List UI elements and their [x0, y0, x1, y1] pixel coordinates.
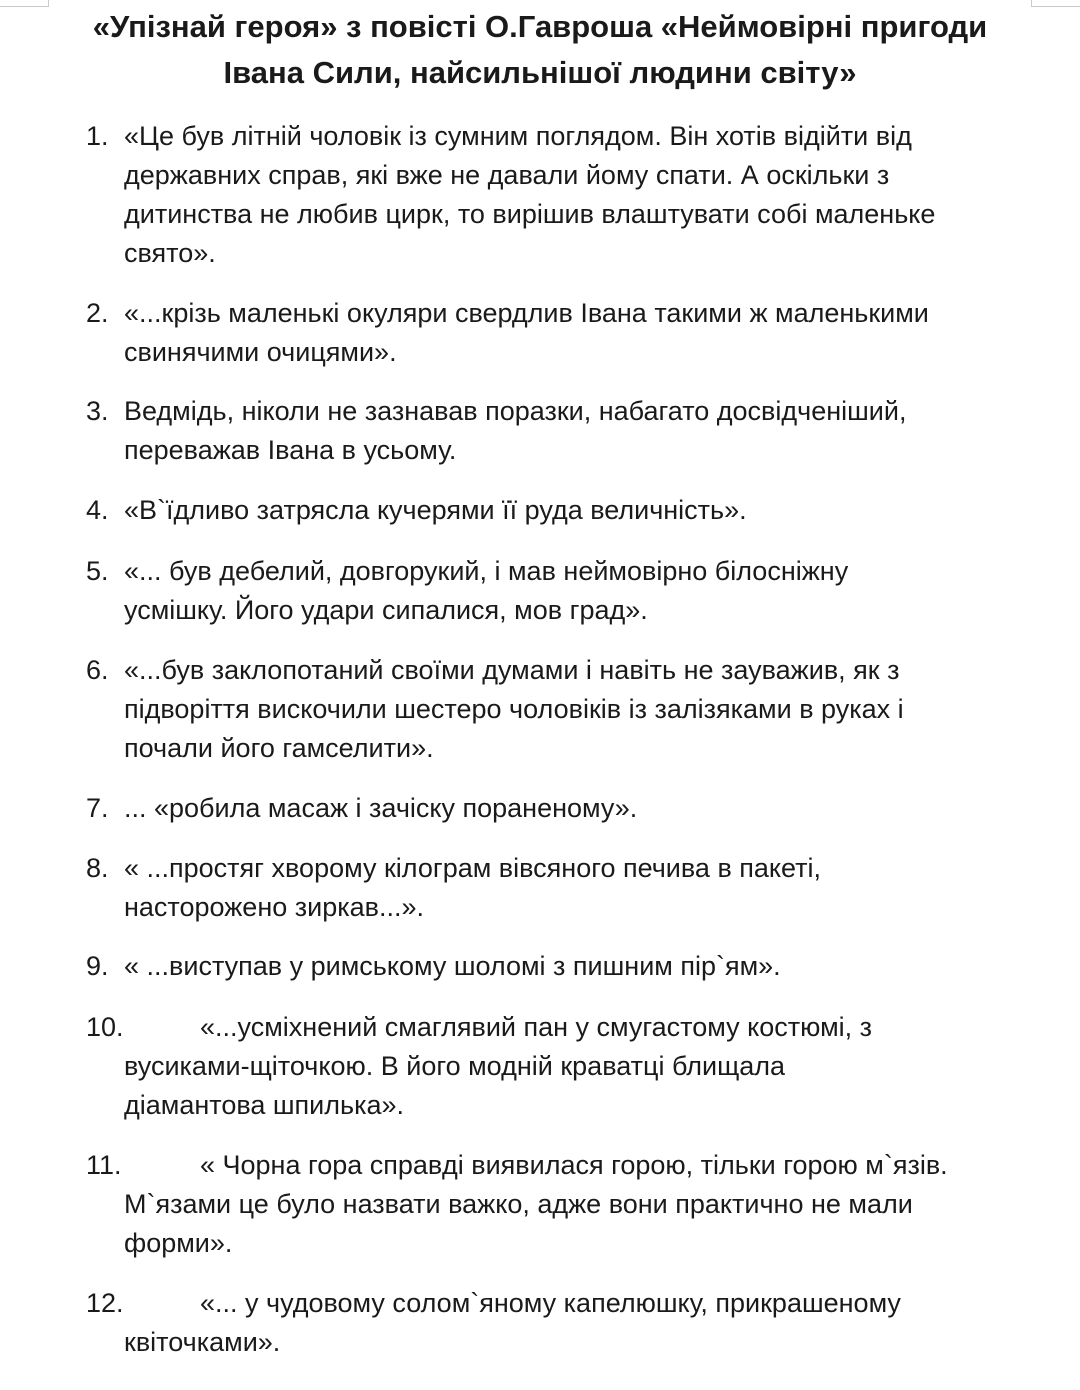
item-line-text: «... у чудовому солом`яному капелюшку, прикрашеному	[200, 1288, 901, 1318]
item-line	[124, 1284, 1044, 1323]
page-corner-mark-right	[1031, 0, 1080, 7]
item-line-text: «...усміхнений смаглявий пан у смугастому костюмі, з	[200, 1012, 873, 1042]
item-text	[124, 849, 1044, 927]
item-line: усмішку. Його удари сипалися, мов град».	[124, 595, 648, 625]
item-text	[124, 1146, 1044, 1263]
item-number: 7.	[86, 793, 109, 823]
item-line: дитинства не любив цирк, то вирішив влаштувати собі маленьке	[124, 199, 936, 229]
item-number: 2.	[86, 298, 109, 328]
item-line: Ведмідь, ніколи не зазнавав поразки, набагато досвідченіший,	[124, 396, 907, 426]
item-text	[124, 789, 1044, 828]
item-number: 8.	[86, 853, 109, 883]
item-number: 3.	[86, 396, 109, 426]
item-line: свинячими очицями».	[124, 337, 397, 367]
item-line: ... «робила масаж і зачіску пораненому».	[124, 793, 638, 823]
item-line: діамантова шпилька».	[124, 1090, 405, 1120]
title-line: «Упізнай героя» з повісті О.Гавроша «Неймовірні пригоди	[92, 9, 988, 44]
item-number: 6.	[86, 655, 109, 685]
item-number: 5.	[86, 556, 109, 586]
item-line: « ...простяг хворому кілограм вівсяного печива в пакеті,	[124, 853, 822, 883]
item-text	[124, 1008, 1044, 1125]
item-text	[124, 294, 1044, 372]
item-line: квіточками».	[124, 1327, 281, 1357]
item-text	[124, 392, 1044, 470]
item-line: форми».	[124, 1228, 233, 1258]
item-number: 11.	[86, 1150, 122, 1180]
item-line: підворіття вискочили шестеро чоловіків із залізяками в руках і	[124, 694, 904, 724]
item-line: «В`їдливо затрясла кучерями її руда величність».	[124, 495, 747, 525]
item-line: «Це був літній чоловік із сумним поглядом. Він хотів відійти від	[124, 121, 912, 151]
item-line-text: « Чорна гора справді виявилася горою, тільки горою м`язів.	[200, 1150, 948, 1180]
item-line: переважав Івана в усьому.	[124, 435, 457, 465]
item-text	[124, 491, 1044, 530]
item-text	[124, 117, 1044, 273]
item-number: 1.	[86, 121, 109, 151]
item-line: насторожено зиркав...».	[124, 892, 425, 922]
item-line: М`язами це було назвати важко, адже вони практично не мали	[124, 1189, 913, 1219]
item-line: « ...виступав у римському шоломі з пишним пір`ям».	[124, 951, 781, 981]
item-text	[124, 1284, 1044, 1362]
item-text	[124, 947, 1044, 986]
title-line: Івана Сили, найсильнішої людини світу»	[223, 55, 857, 90]
item-line	[124, 1146, 1044, 1185]
item-number: 9.	[86, 951, 109, 981]
item-line: «... був дебелий, довгорукий, і мав неймовірно білосніжну	[124, 556, 849, 586]
item-number: 10.	[86, 1012, 124, 1042]
page-title	[0, 0, 1080, 96]
item-line: почали його гамселити».	[124, 733, 434, 763]
item-number: 12.	[86, 1288, 124, 1318]
item-text	[124, 651, 1044, 768]
item-line: «...був заклопотаний своїми думами і навіть не зауважив, як з	[124, 655, 900, 685]
item-text	[124, 552, 1044, 630]
item-line: «...крізь маленькі окуляри свердлив Івана такими ж маленькими	[124, 298, 929, 328]
item-line: державних справ, які вже не давали йому спати. А оскільки з	[124, 160, 890, 190]
item-number: 4.	[86, 495, 109, 525]
page-corner-mark-left	[0, 0, 49, 7]
item-line: свято».	[124, 238, 216, 268]
item-line	[124, 1008, 1044, 1047]
item-line: вусиками-щіточкою. В його модній краватці блищала	[124, 1051, 786, 1081]
